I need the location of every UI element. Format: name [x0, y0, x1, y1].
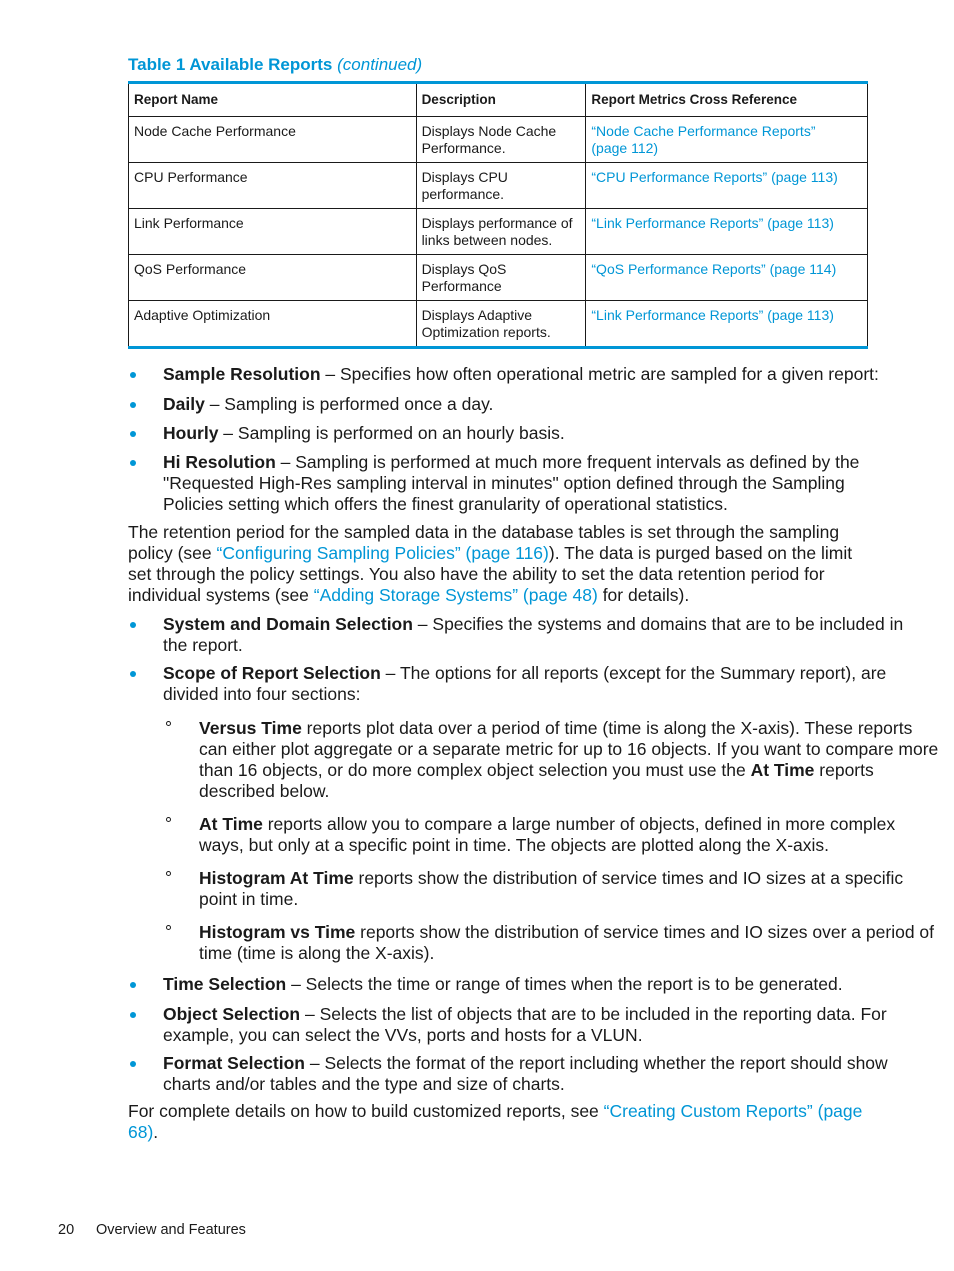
cross-reference-link[interactable]: “CPU Performance Reports” (page 113) [591, 169, 838, 185]
bullet-text: – Selects the format of the report including whether the report should show charts and/or tables and the type and size of charts. [163, 1053, 888, 1094]
bullet-text: – Specifies the systems and domains that are to be included in the report. [163, 614, 904, 655]
bullet-time-selection [128, 974, 905, 995]
sub-item-text-2: reports described below. [199, 760, 874, 801]
table-caption-continued: (continued) [337, 55, 423, 74]
report-name-cell: QoS Performance [129, 255, 417, 301]
report-name-cell: Adaptive Optimization [129, 301, 417, 348]
cross-reference-link-line2[interactable]: (page 112) [591, 140, 659, 156]
cross-reference-cell [586, 301, 868, 348]
table-row [129, 163, 868, 209]
cross-reference-link[interactable]: “Link Performance Reports” (page 113) [591, 215, 834, 231]
sub-item-text: reports show the distribution of service times and IO sizes over a period of time (time is along the X-axis). [199, 922, 935, 963]
sub-item-term: Versus Time [199, 718, 302, 738]
bullet-term: Sample Resolution [163, 364, 321, 384]
configuring-sampling-policies-link[interactable]: “Configuring Sampling Policies” (page 116) [216, 543, 549, 563]
closing-text-1: For complete details on how to build customized reports, see [128, 1101, 604, 1121]
bullet-hi-resolution [128, 452, 905, 515]
description-cell: Displays Node Cache Performance. [416, 117, 586, 163]
sub-item-text: reports plot data over a period of time (time is along the X-axis). These reports can either plot aggregate or a separate metric for up to 16 objects. If you want to compare more than 16 objects, or do more complex object selection you must use the [199, 718, 939, 780]
retention-text-2: ). The data is purged based on the limit set through the policy settings. You also have the ability to set the data retention period for individual systems (see [128, 543, 853, 605]
column-header-report-name: Report Name [129, 83, 417, 117]
bullet-hourly [128, 423, 905, 444]
description-cell: Displays performance of links between nodes. [416, 209, 586, 255]
bullet-daily [128, 394, 905, 415]
table-caption [128, 55, 422, 75]
cross-reference-cell [586, 209, 868, 255]
footer-page-number: 20 [58, 1222, 75, 1238]
cross-reference-link-line1[interactable]: “Node Cache Performance Reports” [591, 123, 816, 139]
retention-text-1: The retention period for the sampled data in the database tables is set through the sampling policy (see [128, 522, 840, 563]
bullet-text: – Sampling is performed on an hourly basis. [218, 423, 565, 443]
report-name-cell: CPU Performance [129, 163, 417, 209]
bullet-format-selection [128, 1053, 905, 1095]
table-header-row [129, 83, 868, 117]
bullet-term: Object Selection [163, 1004, 301, 1024]
bullet-term: Format Selection [163, 1053, 305, 1073]
bullet-system-domain-selection [128, 614, 905, 656]
sub-item-term: Histogram vs Time [199, 922, 356, 942]
table-caption-label: Table 1 Available Reports [128, 55, 333, 74]
adding-storage-systems-link[interactable]: “Adding Storage Systems” (page 48) [313, 585, 598, 605]
column-header-cross-reference: Report Metrics Cross Reference [586, 83, 868, 117]
bullet-scope-of-report-selection [128, 663, 905, 705]
available-reports-table [128, 81, 868, 349]
cross-reference-cell [586, 117, 868, 163]
sub-item-term-2: At Time [750, 760, 815, 780]
bullet-term: Hourly [163, 423, 219, 443]
sub-item-versus-time [128, 718, 941, 802]
bullet-term: Time Selection [163, 974, 287, 994]
bullet-text: – The options for all reports (except for the Summary report), are divided into four sections: [163, 663, 887, 704]
bullet-text: – Sampling is performed at much more frequent intervals as defined by the "Requested High-Res sampling interval in minutes" option defined through the Sampling Policies setting which offers the finest granularity of operational statistics. [163, 452, 860, 514]
bullet-object-selection [128, 1004, 905, 1046]
bullet-sample-resolution [128, 364, 905, 385]
closing-text-2: . [153, 1122, 159, 1142]
description-cell: Displays CPU performance. [416, 163, 586, 209]
cross-reference-link[interactable] [591, 123, 815, 156]
bullet-term: Hi Resolution [163, 452, 276, 472]
table-row [129, 301, 868, 348]
description-cell: Displays Adaptive Optimization reports. [416, 301, 586, 348]
creating-custom-reports-link[interactable]: “Creating Custom Reports” (page 68) [128, 1101, 863, 1142]
cross-reference-link[interactable]: “Link Performance Reports” (page 113) [591, 307, 834, 323]
footer-section-title: Overview and Features [96, 1222, 246, 1238]
cross-reference-cell [586, 163, 868, 209]
sub-item-term: At Time [199, 814, 263, 834]
bullet-text: – Sampling is performed once a day. [204, 394, 494, 414]
bullet-term: Daily [163, 394, 205, 414]
retention-text-3: for details). [597, 585, 690, 605]
sub-item-at-time [128, 814, 941, 856]
sub-item-text: reports allow you to compare a large number of objects, defined in more complex ways, but only at a specific point in time. The objects are plotted along the X-axis. [199, 814, 896, 855]
bullet-text: – Specifies how often operational metric are sampled for a given report: [320, 364, 879, 384]
report-name-cell: Link Performance [129, 209, 417, 255]
cross-reference-cell [586, 255, 868, 301]
cross-reference-link[interactable]: “QoS Performance Reports” (page 114) [591, 261, 837, 277]
description-cell: Displays QoS Performance [416, 255, 586, 301]
report-name-cell: Node Cache Performance [129, 117, 417, 163]
bullet-term: Scope of Report Selection [163, 663, 381, 683]
bullet-term: System and Domain Selection [163, 614, 413, 634]
table-row [129, 117, 868, 163]
sub-item-text: reports show the distribution of service times and IO sizes at a specific point in time. [199, 868, 904, 909]
bullet-text: – Selects the list of objects that are to be included in the reporting data. For example, you can select the VVs, ports and hosts for a VLUN. [163, 1004, 887, 1045]
closing-paragraph [128, 1101, 870, 1143]
table-row [129, 255, 868, 301]
sub-item-histogram-at-time [128, 868, 941, 910]
sub-item-histogram-vs-time [128, 922, 941, 964]
column-header-description: Description [416, 83, 586, 117]
sub-item-term: Histogram At Time [199, 868, 354, 888]
retention-paragraph [128, 522, 870, 606]
bullet-text: – Selects the time or range of times when the report is to be generated. [286, 974, 843, 994]
table-row [129, 209, 868, 255]
